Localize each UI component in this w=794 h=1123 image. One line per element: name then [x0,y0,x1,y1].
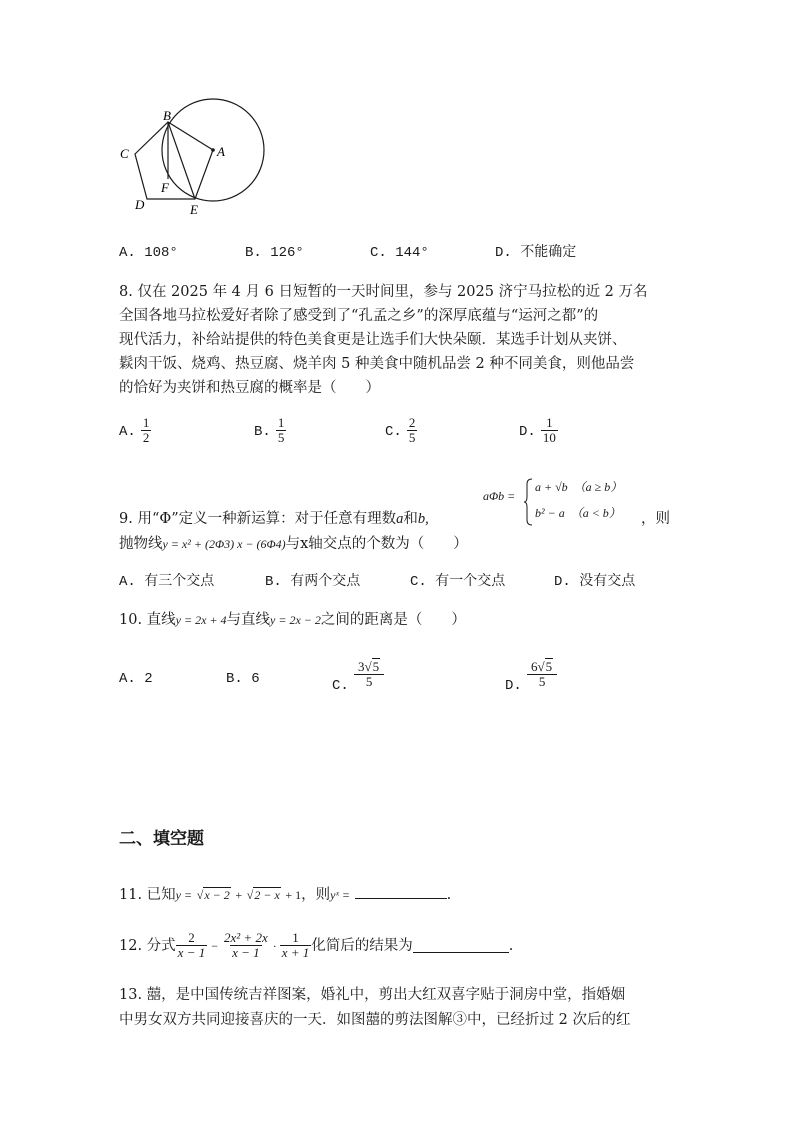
q11-post: . [446,887,452,903]
q7-option-c: C. 144° [370,245,429,261]
q9-def-lhs: aΦb = [483,489,516,503]
q9-var-b: b, [417,511,429,527]
q8-line-1: 8. 仅在 2025 年 4 月 6 日短暂的一天时间里，参与 2025 济宁马拉松的近 2 万名 [119,284,648,300]
denominator: 2 [142,430,150,445]
q12-fraction-1 [176,931,208,960]
q11-answer-blank[interactable] [355,884,447,899]
q7-option-a: A. 108° [119,245,178,261]
radicand: 5 [372,659,380,674]
segment-be [168,122,195,199]
denominator: 5 [408,430,416,445]
geometry-figure [110,98,280,223]
q10-line [119,608,466,632]
label-a: A [217,144,225,159]
label-e: E [190,202,198,217]
q13-line-1: 13. 囍，是中国传统吉祥图案，婚礼中，剪出大红双喜字贴于洞房中堂，指婚姻 [119,987,626,1003]
denominator: x − 1 [177,945,206,960]
q11-pre: 11. 已知 [119,887,176,903]
point-a [211,148,215,152]
q11-y: y = [175,888,193,902]
q10-line-2: y = 2x − 2 [270,613,321,627]
pentagon-bcdea [135,122,213,199]
q9-line-1 [119,507,429,531]
q10-option-a: A. 2 [119,671,153,687]
q8-line-3: 现代活力，补给站提供的特色美食更是让选手们大快朵颐．某选手计划从夹饼、 [119,332,627,348]
q9-and: 和 [403,511,418,527]
q11-yx: yˣ = [330,888,350,902]
q8-option-b [254,416,286,445]
numerator: 1 [142,415,150,430]
fraction [541,416,558,445]
denominator: 10 [542,430,556,445]
q11-tail: + 1 [285,888,302,902]
q11-line [119,883,451,907]
q9-option-a: A. 有三个交点 [119,574,215,590]
q9-option-b: B. 有两个交点 [265,574,361,590]
q9-option-d: D. 没有交点 [554,574,636,590]
numerator: 3√5 [358,659,380,674]
label-f: F [161,180,169,195]
q12-pre: 12. 分式 [119,937,176,954]
fraction [276,416,287,445]
section-heading-fill-in: 二、填空题 [119,829,204,849]
q12-end: . [508,937,514,954]
q9-var-a: a [396,511,404,527]
q11-radical-1: √x − 2 [196,888,230,902]
q7-option-b: B. 126° [245,245,304,261]
q9-parabola: y = x² + (2Φ3) x − (6Φ4) [162,537,286,551]
radicand: 2 − x [254,888,280,902]
numerator: 1 [292,930,299,945]
q8-line-4: 鬏肉干饭、烧鸡、热豆腐、烧羊肉 5 种美食中随机品尝 2 种不同美食，则他品尝 [119,356,635,372]
label-c: C [120,146,129,161]
radicand: 5 [545,659,553,674]
numerator: 2 [408,415,416,430]
q12-fraction-3 [280,931,312,960]
q9-case-2: b² − a （a < b） [535,506,621,520]
q8-option-b-letter: B. [254,424,271,440]
coefficient: 6 [531,659,538,674]
denominator: x − 1 [232,945,260,960]
q12-fraction-2 [222,931,270,960]
q10-option-b: B. 6 [226,671,260,687]
denominator: 5 [277,430,285,445]
q9-line-2 [119,532,468,556]
denominator: x + 1 [281,945,310,960]
q11-plus: + [235,888,243,902]
q11-mid: ，则 [301,887,331,903]
q8-option-d [519,416,558,445]
q9-line-2-post: 与x轴交点的个数为（ ） [285,536,468,552]
q12-post: 化简后的结果为 [311,937,413,954]
q12-minus: − [211,938,218,953]
q10-option-c-letter: C. [332,678,349,694]
q13-line-2: 中男女双方共同迎接喜庆的一天．如图囍的剪法图解③中，已经折过 2 次后的红 [119,1012,631,1028]
q8-option-a [119,416,151,445]
numerator: 6√5 [531,659,553,674]
q10-option-d-letter: D. [505,678,522,694]
fraction [356,660,382,689]
q10-mid: 与直线 [226,612,271,628]
q11-radical-2: √2 − x [246,888,280,902]
q9-case-1: a + √b （a ≥ b） [535,480,623,494]
numerator: 2 [188,930,195,945]
q12-dot: · [272,938,277,953]
q8-option-c-letter: C. [385,424,402,440]
q8-option-d-letter: D. [519,424,536,440]
q8-option-c [385,416,417,445]
radicand: x − 2 [204,888,230,902]
q12-line [119,931,513,960]
denominator: 5 [527,674,557,689]
fraction [529,660,555,689]
denominator: 5 [354,674,384,689]
q9-line-1-pre: 9. 用“Φ”定义一种新运算：对于任意有理数 [119,511,397,527]
fraction [407,416,418,445]
q12-answer-blank[interactable] [413,938,509,953]
q10-post: 之间的距离是（ ） [320,612,466,628]
q9-line-2-pre: 抛物线 [119,536,163,552]
numerator: 2x² + 2x [224,930,268,945]
q10-line-1: y = 2x + 4 [175,613,227,627]
left-brace-icon [523,478,533,526]
numerator: 1 [546,415,553,430]
coefficient: 3 [358,659,365,674]
q8-option-a-letter: A. [119,424,136,440]
q7-option-d: D. 不能确定 [495,245,577,261]
label-d: D [135,197,145,212]
numerator: 1 [277,415,285,430]
q10-pre: 10. 直线 [119,612,176,628]
q9-line-1-post: ，则 [641,511,670,527]
fraction [141,416,152,445]
q8-line-2: 全国各地马拉松爱好者除了感受到了“孔孟之乡”的深厚底蕴与“运河之都”的 [119,308,599,324]
label-b: B [163,108,171,123]
q9-option-c: C. 有一个交点 [410,574,506,590]
q8-line-5: 的恰好为夹饼和热豆腐的概率是（ ） [119,380,380,396]
